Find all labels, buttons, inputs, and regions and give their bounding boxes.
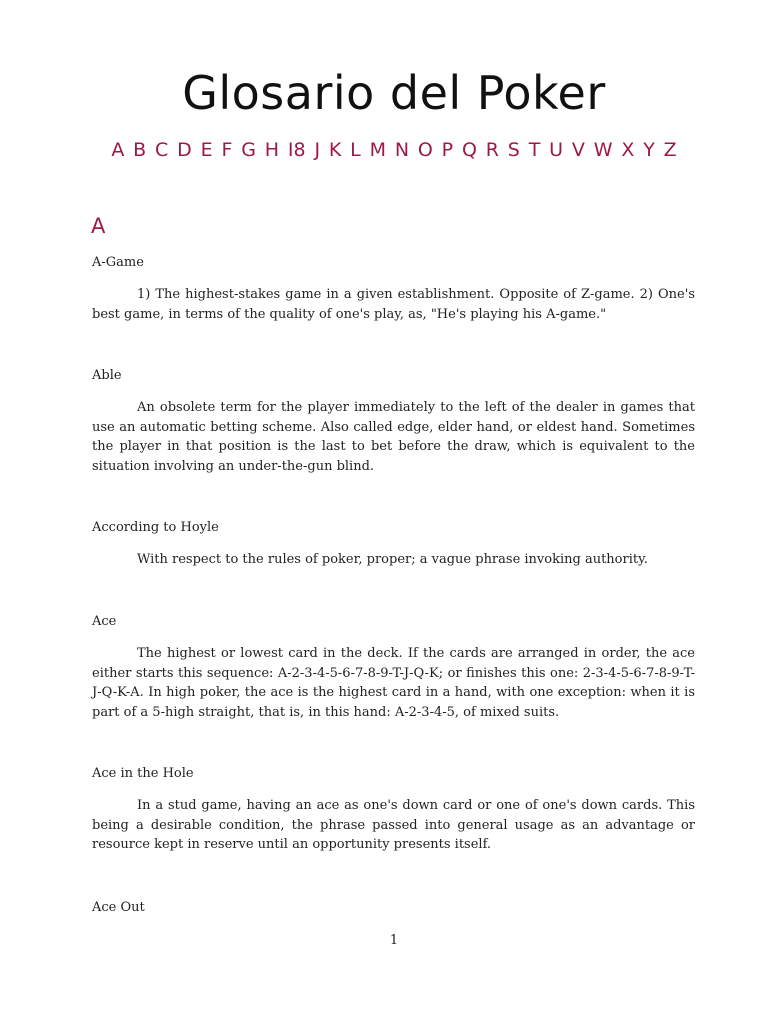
alpha-link-b[interactable]: B xyxy=(133,139,147,161)
glossary-term: According to Hoyle xyxy=(92,520,219,535)
alpha-link-m[interactable]: M xyxy=(369,139,386,161)
alpha-link-l[interactable]: L xyxy=(350,139,361,161)
alphabet-index xyxy=(0,139,768,161)
alpha-link-w[interactable]: W xyxy=(593,139,613,161)
alpha-link-c[interactable]: C xyxy=(155,139,169,161)
alpha-link-j[interactable]: J xyxy=(314,139,321,161)
glossary-term: A-Game xyxy=(92,255,144,270)
alpha-link-o[interactable]: O xyxy=(417,139,433,161)
alpha-link-a[interactable]: A xyxy=(111,139,125,161)
alpha-link-z[interactable]: Z xyxy=(663,139,677,161)
glossary-term: Ace xyxy=(92,614,117,629)
page-title: Glosario del Poker xyxy=(182,66,606,120)
alpha-link-q[interactable]: Q xyxy=(461,139,477,161)
alpha-link-v[interactable]: V xyxy=(571,139,585,161)
glossary-definition: With respect to the rules of poker, proper; a vague phrase invoking authority. xyxy=(137,552,648,567)
glossary-definition: 1) The highest-stakes game in a given establishment. Opposite of Z-game. 2) One's best game, in terms of the quality of one's play, as, "He's playing his A-game." xyxy=(92,287,695,322)
alpha-link-i[interactable]: I8 xyxy=(287,139,306,161)
glossary-definition: An obsolete term for the player immediately to the left of the dealer in games that use an automatic betting scheme. Also called edge, elder hand, or eldest hand. Sometimes the player in that position is the last to bet before the draw, which is equivalent to the situation involving an under-the-gun blind. xyxy=(92,400,695,474)
glossary-term: Ace in the Hole xyxy=(92,766,194,781)
alpha-link-g[interactable]: G xyxy=(241,139,256,161)
alpha-link-e[interactable]: E xyxy=(200,139,213,161)
glossary-term: Able xyxy=(92,368,122,383)
alpha-link-d[interactable]: D xyxy=(177,139,192,161)
glossary-definition: In a stud game, having an ace as one's down card or one of one's down cards. This being a desirable condition, the phrase passed into general usage as an advantage or resource kept in reserve until an opportunity presents itself. xyxy=(92,798,695,852)
alpha-link-k[interactable]: K xyxy=(328,139,342,161)
alpha-link-h[interactable]: H xyxy=(264,139,280,161)
alpha-link-y[interactable]: Y xyxy=(643,139,655,161)
alpha-link-u[interactable]: U xyxy=(549,139,564,161)
alpha-link-r[interactable]: R xyxy=(485,139,499,161)
alpha-link-f[interactable]: F xyxy=(221,139,233,161)
page-number: 1 xyxy=(389,933,399,948)
alpha-link-s[interactable]: S xyxy=(507,139,520,161)
glossary-term: Ace Out xyxy=(92,900,145,915)
alpha-link-x[interactable]: X xyxy=(621,139,635,161)
section-heading-a: A xyxy=(91,214,106,238)
alpha-link-t[interactable]: T xyxy=(528,139,541,161)
alpha-link-p[interactable]: P xyxy=(441,139,454,161)
alpha-link-n[interactable]: N xyxy=(394,139,410,161)
glossary-definition: The highest or lowest card in the deck. If the cards are arranged in order, the ace either starts this sequence: A-2-3-4-5-6-7-8-9-T-J-Q-K; or finishes this one: 2-3-4-5-6-7-8-9-T-J-Q-K-A. In high poker, the ace is the highest card in a hand, with one exception: when it is part of a 5-high straight, that is, in this hand: A-2-3-4-5, of mixed suits. xyxy=(92,646,695,720)
